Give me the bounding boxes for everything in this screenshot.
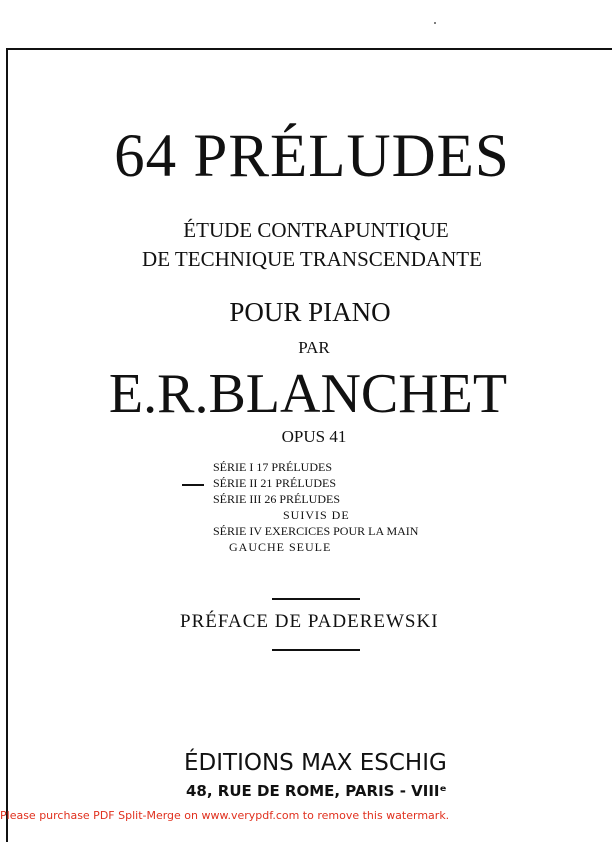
by-line: PAR [298, 338, 330, 357]
series-item-4: SÉRIE IV EXERCICES POUR LA MAIN [213, 524, 419, 538]
page-border-top [6, 48, 612, 50]
instrument-line: POUR PIANO [229, 297, 391, 327]
series-note: SUIVIS DE [283, 508, 350, 522]
preface-credit: PRÉFACE DE PADEREWSKI [180, 611, 439, 632]
opus-number: OPUS 41 [281, 427, 347, 446]
series-item-2: SÉRIE II 21 PRÉLUDES [213, 476, 336, 490]
series-item-1: SÉRIE I 17 PRÉLUDES [213, 460, 333, 474]
watermark-text: Please purchase PDF Split-Merge on www.verypdf.com to remove this watermark. [0, 809, 450, 822]
publisher-address: 48, RUE DE ROME, PARIS - VIIIᵉ [186, 782, 447, 800]
page-title: 64 PRÉLUDES [114, 123, 510, 190]
composer-name: E.R.BLANCHET [108, 363, 508, 425]
series-list [213, 459, 418, 555]
divider-top [272, 598, 360, 600]
divider-bottom [272, 649, 360, 651]
ink-speck [434, 22, 436, 24]
series-item-4-continued: GAUCHE SEULE [229, 540, 332, 554]
current-series-marker [182, 484, 204, 486]
subtitle-line-2: DE TECHNIQUE TRANSCENDANTE [142, 247, 482, 271]
subtitle-line-1: ÉTUDE CONTRAPUNTIQUE [183, 218, 449, 242]
publisher-name: ÉDITIONS MAX ESCHIG [184, 750, 447, 776]
series-item-3: SÉRIE III 26 PRÉLUDES [213, 492, 340, 506]
